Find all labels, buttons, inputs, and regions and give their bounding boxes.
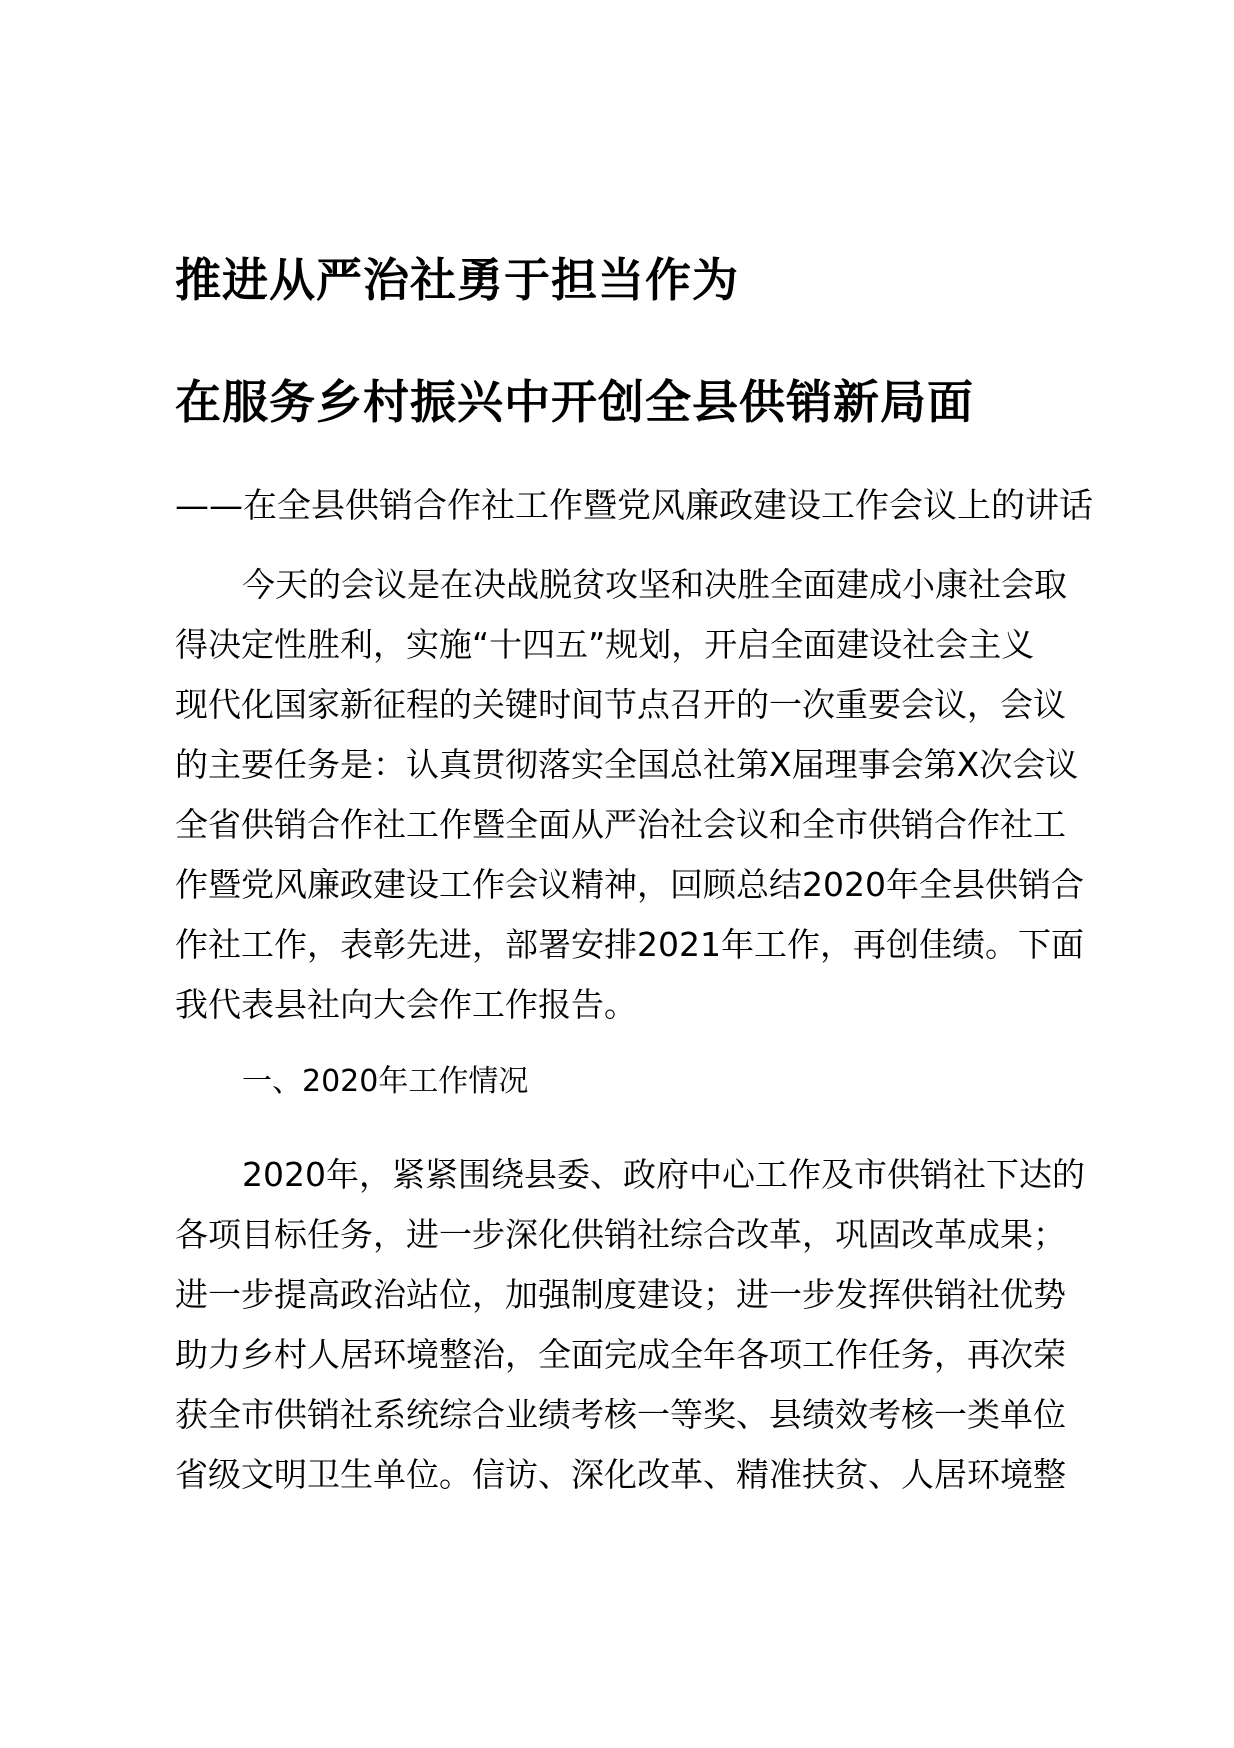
paragraph-line: 助力乡村人居环境整治，全面完成全年各项工作任务，再次荣	[175, 1335, 1066, 1374]
paragraph-line: 今天的会议是在决战脱贫攻坚和决胜全面建成小康社会取	[242, 565, 1067, 604]
paragraph-line: 各项目标任务，进一步深化供销社综合改革，巩固改革成果；	[175, 1215, 1066, 1254]
paragraph-line: 得决定性胜利，实施“十四五”规划，开启全面建设社会主义	[175, 625, 1035, 664]
document-subtitle: ——在全县供销合作社工作暨党风廉政建设工作会议上的讲话	[175, 486, 1093, 526]
paragraph-line: 的主要任务是：认真贯彻落实全国总社第X届理事会第X次会议	[175, 745, 1079, 784]
document-title-line-1: 推进从严治社勇于担当作为	[175, 253, 739, 307]
paragraph-line: 省级文明卫生单位。信访、深化改革、精准扶贫、人居环境整	[175, 1455, 1066, 1494]
paragraph-line: 进一步提高政治站位，加强制度建设；进一步发挥供销社优势	[175, 1275, 1066, 1314]
document-title-line-2: 在服务乡村振兴中开创全县供销新局面	[175, 375, 974, 429]
paragraph-2020-summary	[175, 1145, 1105, 1505]
paragraph-line: 2020年，紧紧围绕县委、政府中心工作及市供销社下达的	[242, 1155, 1085, 1194]
paragraph-line: 获全市供销社系统综合业绩考核一等奖、县绩效考核一类单位	[175, 1395, 1066, 1434]
paragraph-line: 现代化国家新征程的关键时间节点召开的一次重要会议，会议	[175, 685, 1066, 724]
paragraph-line: 我代表县社向大会作工作报告。	[175, 985, 637, 1024]
paragraph-intro	[175, 555, 1105, 1035]
section-heading: 一、2020年工作情况	[242, 1064, 529, 1099]
paragraph-line: 全省供销合作社工作暨全面从严治社会议和全市供销合作社工	[175, 805, 1066, 844]
paragraph-line: 作暨党风廉政建设工作会议精神，回顾总结2020年全县供销合	[175, 865, 1084, 904]
paragraph-line: 作社工作，表彰先进，部署安排2021年工作，再创佳绩。下面	[175, 925, 1084, 964]
